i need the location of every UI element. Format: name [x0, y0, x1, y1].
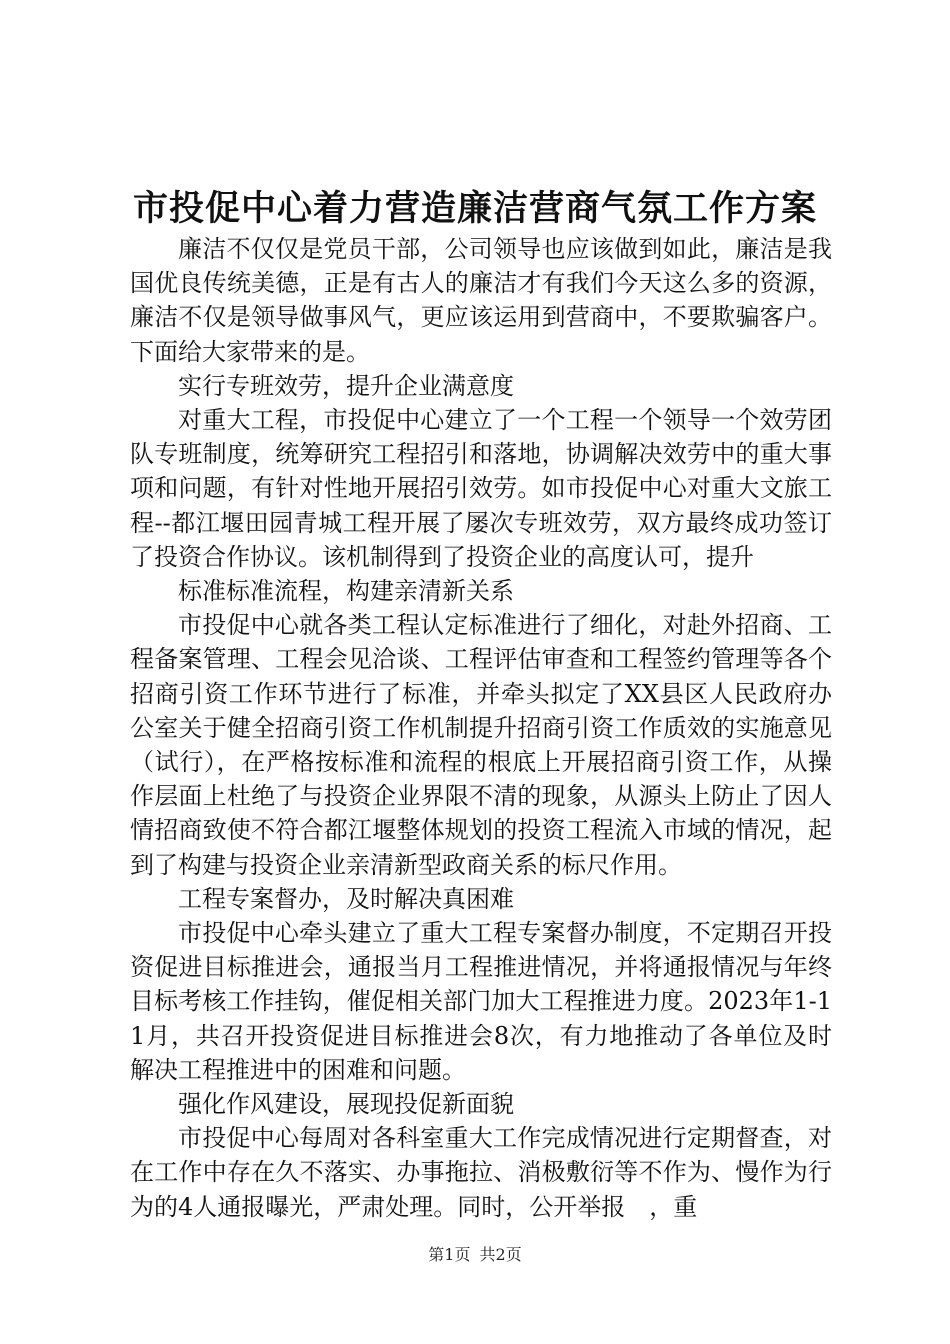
intro-paragraph: 廉洁不仅仅是党员干部，公司领导也应该做到如此，廉洁是我国优良传统美德，正是有古人的廉洁才有我们今天这么多的资源，廉洁不仅是领导做事风气，更应该运用到营商中，不要欺骗客户。下面给大家带来的是。: [130, 235, 832, 366]
section-paragraph: 对重大工程，市投促中心建立了一个工程一个领导一个效劳团队专班制度，统筹研究工程招引和落地，协调解决效劳中的重大事项和问题，有针对性地开展招引效劳。如市投促中心对重大文旅工程--都江堰田园青城工程开展了屡次专班效劳，双方最终成功签订了投资合作协议。该机制得到了投资企业的高度认可，提升: [130, 406, 832, 571]
page-number: 第1页: [428, 1245, 471, 1264]
section-paragraph: 市投促中心就各类工程认定标准进行了细化，对赴外招商、工程备案管理、工程会见洽谈、工程评估审查和工程签约管理等各个招商引资工作环节进行了标准，并牵头拟定了XX县区人民政府办公室关于健全招商引资工作机制提升招商引资工作质效的实施意见（试行），在严格按标准和流程的根底上开展招商引资工作，从操作层面上杜绝了与投资企业界限不清的现象，从源头上防止了因人情招商致使不符合都江堰整体规划的投资工程流入市域的情况，起到了构建与投资企业亲清新型政商关系的标尺作用。: [130, 611, 832, 879]
section-heading: 实行专班效劳，提升企业满意度: [178, 371, 514, 400]
section-heading: 标准标准流程，构建亲清新关系: [178, 577, 514, 606]
section-paragraph: 市投促中心每周对各科室重大工作完成情况进行定期督查，对在工作中存在久不落实、办事拖拉、消极敷衍等不作为、慢作为行为的4人通报曝光，严肃处理。同时，公开举报 ，重: [130, 1124, 832, 1221]
section-paragraph: 市投促中心牵头建立了重大工程专案督办制度，不定期召开投资促进目标推进会，通报当月工程推进情况，并将通报情况与年终目标考核工作挂钩，催促相关部门加大工程推进力度。2023年1-11月，共召开投资促进目标推进会8次，有力地推动了各单位及时解决工程推进中的困难和问题。: [130, 919, 832, 1084]
section-heading: 工程专案督办，及时解决真困难: [178, 884, 514, 913]
page-total: 共2页: [479, 1245, 522, 1264]
section-heading: 强化作风建设，展现投促新面貌: [178, 1090, 514, 1119]
page-footer: [0, 1244, 950, 1266]
document-title: 市投促中心着力营造廉洁营商气氛工作方案: [132, 188, 817, 229]
document-body: [130, 232, 832, 1224]
